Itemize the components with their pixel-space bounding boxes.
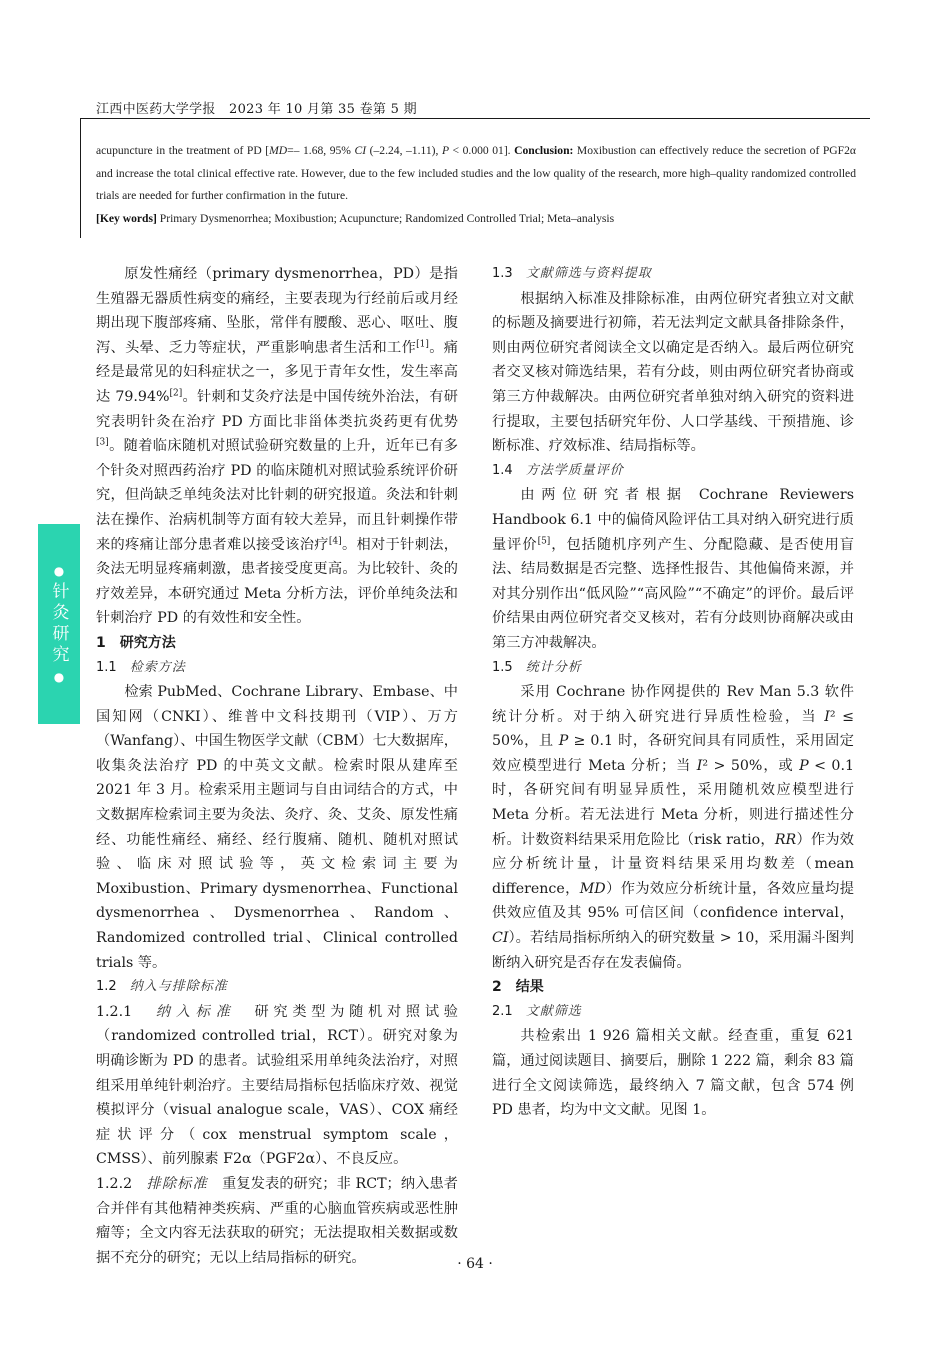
section-2-heading: 2 结果 [492, 979, 544, 996]
section-2-1-text: 共检索出 1 926 篇相关文献。经查重，重复 621 篇，通过阅读题目、摘要后，删除 1 222 篇，剩余 83 篇进行全文阅读筛选，最终纳入 7 篇文献，包含 574 例 PD 患者，均为中文文献。见图 1。 [492, 1028, 854, 1119]
tab-label: 针灸研究 [48, 582, 69, 666]
section-1-2-1: 1.2.1 纳入标准 研究类型为随机对照试验（randomized controlled trial，RCT）。研究对象为明确诊断为 PD 的患者。试验组采用单纯灸法治疗，对照组采用单纯针刺治疗。主要结局指标包括临床疗效、视觉模拟评分（visual analogue scale，VAS）、COX 痛经症状评分（cox menstrual symptom scale，CMSS）、前列腺素 F2α（PGF2α）、不良反应。 [96, 1003, 458, 1168]
section-1-heading: 1 研究方法 [96, 634, 176, 651]
section-1-5-text: 采用 Cochrane 协作网提供的 Rev Man 5.3 软件统计分析。对于纳入研究进行异质性检验，当 I² ≤ 50%，且 P ≥ 0.1 时，各研究间具有同质性，采用固定效应模型进行 Meta 分析；当 I² > 50%，或 P < 0.1 时，各研究间有明显异质性，采用随机效应模型进行 Meta 分析。若无法进行 Meta 分析，则进行描述性分析。计数资料结果采用危险比（risk ratio，RR）作为效应分析统计量，计量资料结果采用均数差（mean difference，MD）作为效应分析统计量，各效应量均提供效应值及其 95% 可信区间（confidence interval，CI）。若结局指标所纳入的研究数量 > 10，采用漏斗图判断纳入研究是否存在发表偏倚。 [492, 684, 854, 971]
section-1-2-heading: 1.2 纳入与排除标准 [96, 979, 228, 995]
abstract-side-rule [80, 118, 81, 238]
abstract-results-conclusion: acupuncture in the treatment of PD [MD=– 1.68, 95% CI (–2.24, –1.11), P < 0.000 01]. Conclusion: Moxibustion can effectively reduce the secretion of PGF2α and increase the total clinical effective rate. However, due to the few included studies and the low quality of the research, more high–quality randomized controlled trials are needed for further confirmation in the future. [96, 144, 856, 202]
section-1-1-text: 检索 PubMed、Cochrane Library、Embase、中国知网（CNKI）、维普中文科技期刊（VIP）、万方（Wanfang）、中国生物医学文献（CBM）七大数据库，收集灸法治疗 PD 的中英文文献。检索时限从建库至 2021 年 3 月。检索采用主题词与自由词结合的方式，中文数据库检索词主要为灸法、灸疗、灸、艾灸、原发性痛经、功能性痛经、痛经、经行腹痛、随机、随机对照试验、临床对照试验等，英文检索词主要为 Moxibustion、Primary dysmenorrhea、Functional dysmenorrhea、Dysmenorrhea、Random、Randomized controlled trial、Clinical controlled trials 等。 [96, 684, 458, 971]
journal-header: 江西中医药大学学报 2023 年 10 月第 35 卷第 5 期 [96, 102, 417, 117]
right-column [492, 262, 854, 1123]
tab-dot-bottom: ● [53, 670, 65, 684]
section-1-3-heading: 1.3 文献筛选与资料提取 [492, 266, 652, 281]
section-1-5-heading: 1.5 统计分析 [492, 659, 582, 675]
tab-dot-top: ● [53, 564, 65, 578]
english-abstract [96, 140, 856, 230]
keywords-label: [Key words] [96, 211, 157, 225]
keywords: [Key words] Primary Dysmenorrhea; Moxibustion; Acupuncture; Randomized Controlled Trial; Meta–analysis [96, 211, 615, 225]
section-1-2-2: 1.2.2 排除标准 重复发表的研究；非 RCT；纳入患者合并伴有其他精神类疾病、严重的心脑血管疾病或恶性肿瘤等；全文内容无法获取的研究；无法提取相关数据或数据不充分的研究；无以上结局指标的研究。 [96, 1175, 458, 1266]
section-1-3-text: 根据纳入标准及排除标准，由两位研究者独立对文献的标题及摘要进行初筛，若无法判定文献具备排除条件，则由两位研究者阅读全文以确定是否纳入。最后两位研究者交叉核对筛选结果，若有分歧，则由两位研究者协商或第三方仲裁解决。由两位研究者单独对纳入研究的资料进行提取，主要包括研究年份、人口学基线、干预措施、诊断标准、疗效标准、结局指标等。 [492, 290, 854, 455]
header-rule [80, 118, 870, 119]
section-2-1-heading: 2.1 文献筛选 [492, 1003, 582, 1019]
section-side-tab [38, 524, 80, 724]
section-1-4-text: 由两位研究者根据 Cochrane Reviewers Handbook 6.1 中的偏倚风险评估工具对纳入研究进行质量评价[5]，包括随机序列产生、分配隐藏、是否使用盲法、结局数据是否完整、选择性报告、其他偏倚来源，并对其分别作出“低风险”“高风险”“不确定”的评价。最后评价结果由两位研究者交叉核对，若有分歧则协商解决或由第三方冲裁解决。 [492, 487, 854, 651]
section-1-4-heading: 1.4 方法学质量评价 [492, 462, 624, 478]
intro-paragraph: 原发性痛经（primary dysmenorrhea，PD）是指生殖器无器质性病变的痛经，主要表现为行经前后或月经期出现下腹部疼痛、坠胀，常伴有腰酸、恶心、呕吐、腹泻、头晕、乏力等症状，严重影响患者生活和工作[1]。痛经是最常见的妇科症状之一，多见于青年女性，发生率高达 79.94%[2]。针刺和艾灸疗法是中国传统外治法，有研究表明针灸在治疗 PD 方面比非甾体类抗炎药更有优势[3]。随着临床随机对照试验研究数量的上升，近年已有多个针灸对照西药治疗 PD 的临床随机对照试验系统评价研究，但尚缺乏单纯灸法对比针刺的研究报道。灸法和针刺法在操作、治病机制等方面有较大差异，而且针刺操作带来的疼痛让部分患者难以接受该治疗[4]。相对于针刺法，灸法无明显疼痛刺激，患者接受度更高。为比较针、灸的疗效差异，本研究通过 Meta 分析方法，评价单纯灸法和针刺治疗 PD 的有效性和安全性。 [96, 266, 458, 627]
page-number: · 64 · [457, 1256, 493, 1272]
left-column [96, 262, 458, 1270]
section-1-1-heading: 1.1 检索方法 [96, 659, 186, 675]
conclusion-label: Conclusion: [514, 144, 574, 157]
